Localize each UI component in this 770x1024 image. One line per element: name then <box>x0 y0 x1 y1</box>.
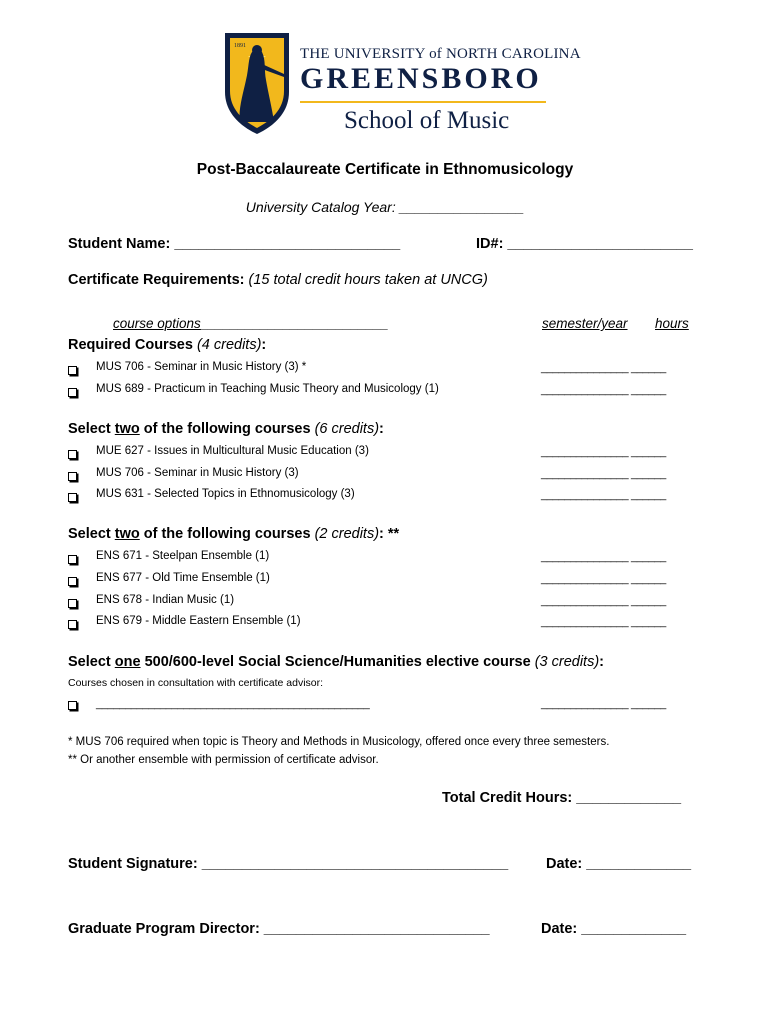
student-signature-field[interactable]: Student Signature: ______________________________________ <box>68 856 509 872</box>
required-blank-1[interactable]: _______________ ______ <box>541 362 666 374</box>
student-id-field[interactable]: ID#: _______________________ <box>476 236 693 252</box>
elective-blank[interactable]: _______________ ______ <box>541 698 666 710</box>
select2-checkbox-3[interactable] <box>68 595 77 613</box>
select2-course-2: ENS 677 - Old Time Ensemble (1) <box>96 572 270 584</box>
student-date-field[interactable]: Date: _____________ <box>546 856 692 872</box>
select1-checkbox-2[interactable] <box>68 468 77 486</box>
select1-blank-3[interactable]: _______________ ______ <box>541 489 666 501</box>
requirements-label: Certificate Requirements: <box>68 272 245 288</box>
required-checkbox-2[interactable] <box>68 384 77 402</box>
select2-course-4: ENS 679 - Middle Eastern Ensemble (1) <box>96 615 301 627</box>
select1-checkbox-1[interactable] <box>68 446 77 464</box>
requirements-note: (15 total credit hours taken at UNCG) <box>248 272 488 288</box>
column-course-options: course options_________________________ <box>113 316 389 331</box>
seal-year: 1891 <box>234 43 246 49</box>
required-blank-2[interactable]: _______________ ______ <box>541 384 666 396</box>
catalog-year-field[interactable]: University Catalog Year: ________________ <box>245 199 525 215</box>
footnote-2: ** Or another ensemble with permission of certificate advisor. <box>68 754 379 766</box>
logo-university-line: THE UNIVERSITY of NORTH CAROLINA <box>300 46 581 62</box>
elective-subnote: Courses chosen in consultation with certificate advisor: <box>68 677 324 689</box>
select2-course-1: ENS 671 - Steelpan Ensemble (1) <box>96 550 270 562</box>
footnote-1: * MUS 706 required when topic is Theory and Methods in Musicology, offered once every three semesters. <box>68 736 610 748</box>
select2-blank-1[interactable]: _______________ ______ <box>541 551 666 563</box>
select-two-heading-1: Select two of the following courses (6 credits): <box>68 421 384 437</box>
select-one-heading: Select one 500/600-level Social Science/Humanities elective course (3 credits): <box>68 654 604 670</box>
select2-blank-4[interactable]: _______________ ______ <box>541 616 666 628</box>
student-name-field[interactable]: Student Name: ____________________________ <box>68 236 401 252</box>
elective-checkbox[interactable] <box>68 697 77 715</box>
select2-blank-3[interactable]: _______________ ______ <box>541 595 666 607</box>
select1-blank-2[interactable]: _______________ ______ <box>541 468 666 480</box>
requirements-line <box>68 272 488 288</box>
required-course-2: MUS 689 - Practicum in Teaching Music Theory and Musicology (1) <box>96 383 439 395</box>
required-course-1: MUS 706 - Seminar in Music History (3) * <box>96 361 307 373</box>
select2-checkbox-1[interactable] <box>68 551 77 569</box>
director-signature-field[interactable]: Graduate Program Director: ____________________________ <box>68 921 490 937</box>
column-semester-year: semester/year <box>542 316 628 331</box>
select1-blank-1[interactable]: _______________ ______ <box>541 446 666 458</box>
select1-course-1: MUE 627 - Issues in Multicultural Music Education (3) <box>96 445 369 457</box>
logo-school: School of Music <box>344 107 510 134</box>
select2-checkbox-2[interactable] <box>68 573 77 591</box>
select2-checkbox-4[interactable] <box>68 616 77 634</box>
logo-divider <box>300 101 546 103</box>
director-date-field[interactable]: Date: _____________ <box>541 921 687 937</box>
uncg-seal-logo <box>222 30 292 136</box>
required-heading: Required Courses (4 credits): <box>68 337 267 353</box>
select2-blank-2[interactable]: _______________ ______ <box>541 573 666 585</box>
select-two-heading-2: Select two of the following courses (2 credits): ** <box>68 526 400 542</box>
elective-course-field[interactable]: _______________________________________________ <box>96 698 370 710</box>
select1-course-3: MUS 631 - Selected Topics in Ethnomusicology (3) <box>96 488 355 500</box>
column-hours: hours <box>655 316 689 331</box>
select1-checkbox-3[interactable] <box>68 489 77 507</box>
select1-course-2: MUS 706 - Seminar in Music History (3) <box>96 467 299 479</box>
required-checkbox-1[interactable] <box>68 362 77 380</box>
logo-name: GREENSBORO <box>300 62 542 95</box>
page-title: Post-Baccalaureate Certificate in Ethnomusicology <box>196 161 574 178</box>
total-credit-hours-field[interactable]: Total Credit Hours: _____________ <box>442 790 682 806</box>
select2-course-3: ENS 678 - Indian Music (1) <box>96 594 235 606</box>
